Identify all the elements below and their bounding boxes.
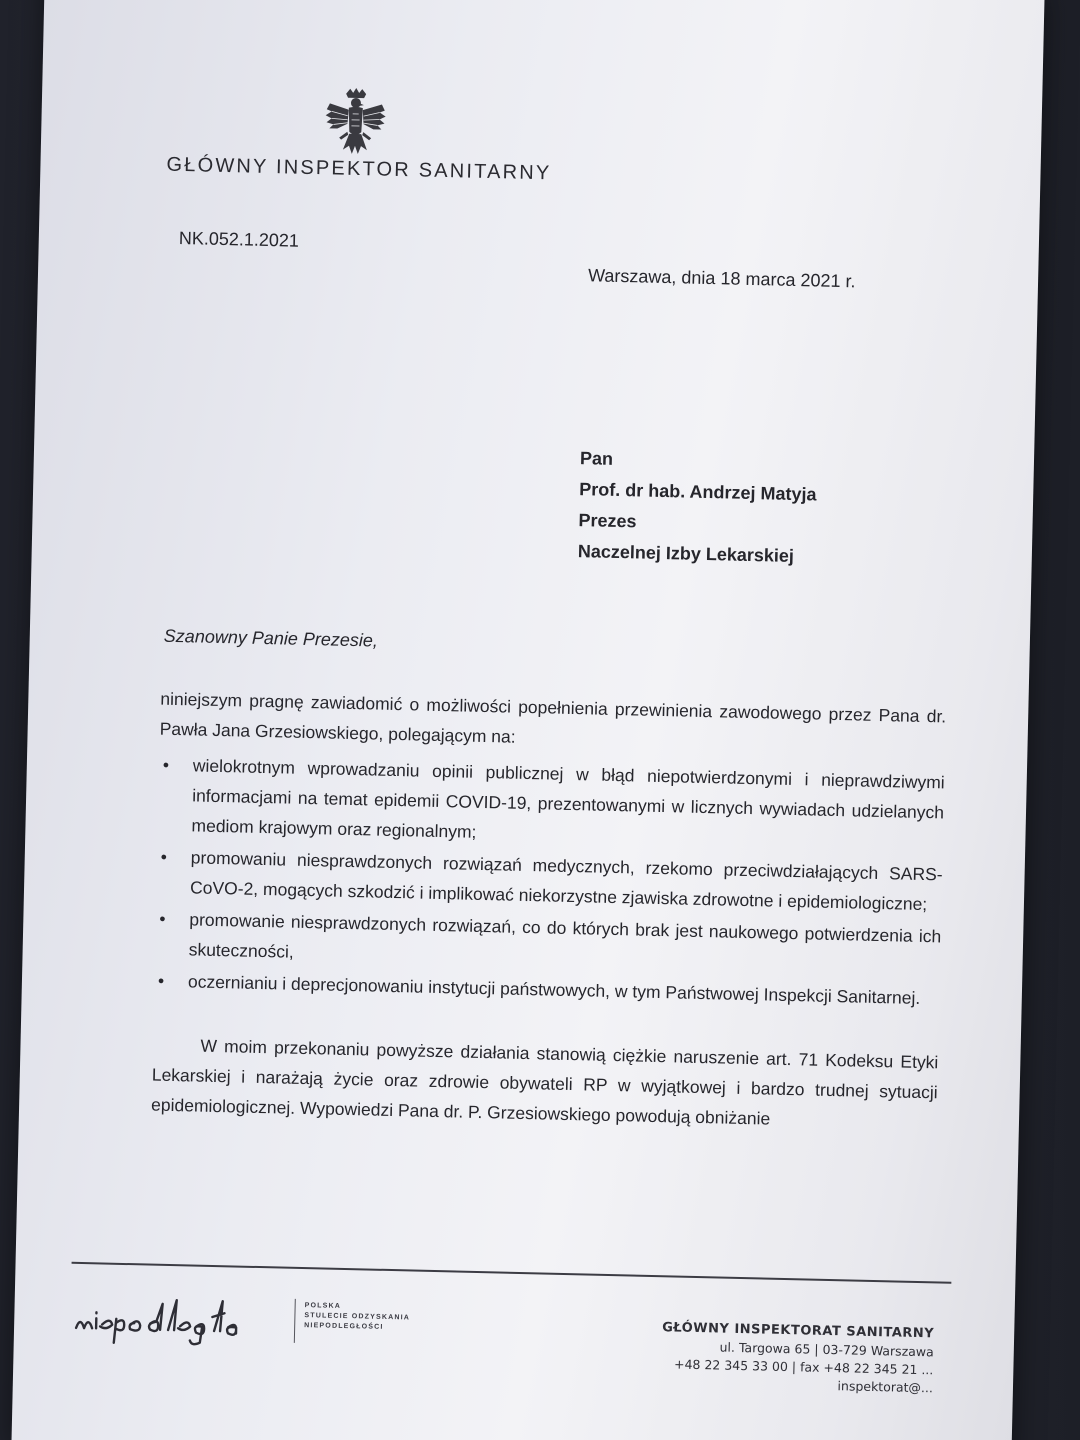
logo-caption-line: POLSKA [304, 1302, 342, 1310]
letter-page [11, 0, 1044, 1440]
addressee-block [577, 443, 817, 572]
intro-paragraph: niniejszym pragnę zawiadomić o możliwości popełnienia przewinienia zawodowego przez Pana dr. Pawła Jana Grzesiowskiego, polegającym na: [159, 688, 947, 747]
footer-contact [633, 1319, 935, 1398]
bullet-icon: • [162, 754, 170, 775]
addressee-line: Naczelnej Izby Lekarskiej [577, 541, 795, 566]
closing-paragraph: W moim przekonaniu powyższe działania stanowią ciężkie naruszenie art. 71 Kodeksu Etyki Lekarskiej i narażają życie oraz zdrowie obywateli RP w wyjątkowej i bardzo trudnej sytuacji epidemiologicznej. Wypowiedzi Pana dr. P. Grzesiowskiego powodują obniżanie [150, 1035, 939, 1129]
addressee-line: Prof. dr hab. Andrzej Matyja [579, 479, 817, 505]
list-item-text: wielokrotnym wprowadzaniu opinii publicznej w błąd niepotwierdzonymi i nieprawdziwymi informacjami na temat epidemii COVID-19, prezentowanymi w licznych wywiadach udzielanych mediom krajowym oraz regionalnym; [191, 755, 945, 842]
addressee-line: Pan [579, 448, 614, 469]
reference-number: NK.052.1.2021 [178, 227, 300, 251]
footer-divider [72, 1262, 952, 1284]
logo-caption-line: NIEPODLEGŁOŚCI [304, 1322, 384, 1331]
footer-phones: +48 22 345 33 00 | fax +48 22 345 21 ... [673, 1356, 934, 1378]
bullet-icon: • [160, 846, 168, 867]
logo-caption-line: STULECIE ODZYSKANIA [304, 1312, 411, 1322]
list-item-text: oczernianiu i deprecjonowaniu instytucji państwowych, w tym Państwowej Inspekcji Sanitarnej. [187, 971, 921, 1008]
bullet-icon: • [159, 908, 166, 929]
list-item [157, 750, 945, 858]
salutation: Szanowny Panie Prezesie, [163, 625, 379, 651]
addressee-line: Prezes [578, 510, 637, 532]
footer-org-name: GŁÓWNY INSPEKTORAT SANITARNY [661, 1320, 935, 1342]
footer-email: inspektorat@... [837, 1378, 934, 1396]
list-item-text: promowanie niesprawdzonych rozwiązań, co do których brak jest naukowego potwierdzenia ich skuteczności, [188, 909, 942, 962]
bullet-icon: • [157, 970, 165, 991]
logo-divider [294, 1299, 296, 1343]
polish-eagle-emblem-icon [323, 87, 389, 164]
list-item-text: promowaniu niesprawdzonych rozwiązań medycznych, rzekomo przeciwdziałających SARS-CoVO-2, mogących szkodzić i implikować niekorzystne zjawiska zdrowotne i epidemiologiczne; [189, 847, 943, 915]
letter-body [151, 684, 947, 1138]
niepodlegla-logo [72, 1288, 287, 1353]
footer-address: ul. Targowa 65 | 03-729 Warszawa [719, 1339, 934, 1360]
allegations-list [154, 750, 945, 1014]
institution-name: GŁÓWNY INSPEKTOR SANITARNY [166, 153, 552, 185]
letter-date: Warszawa, dnia 18 marca 2021 r. [587, 265, 856, 292]
logo-caption [304, 1301, 410, 1333]
